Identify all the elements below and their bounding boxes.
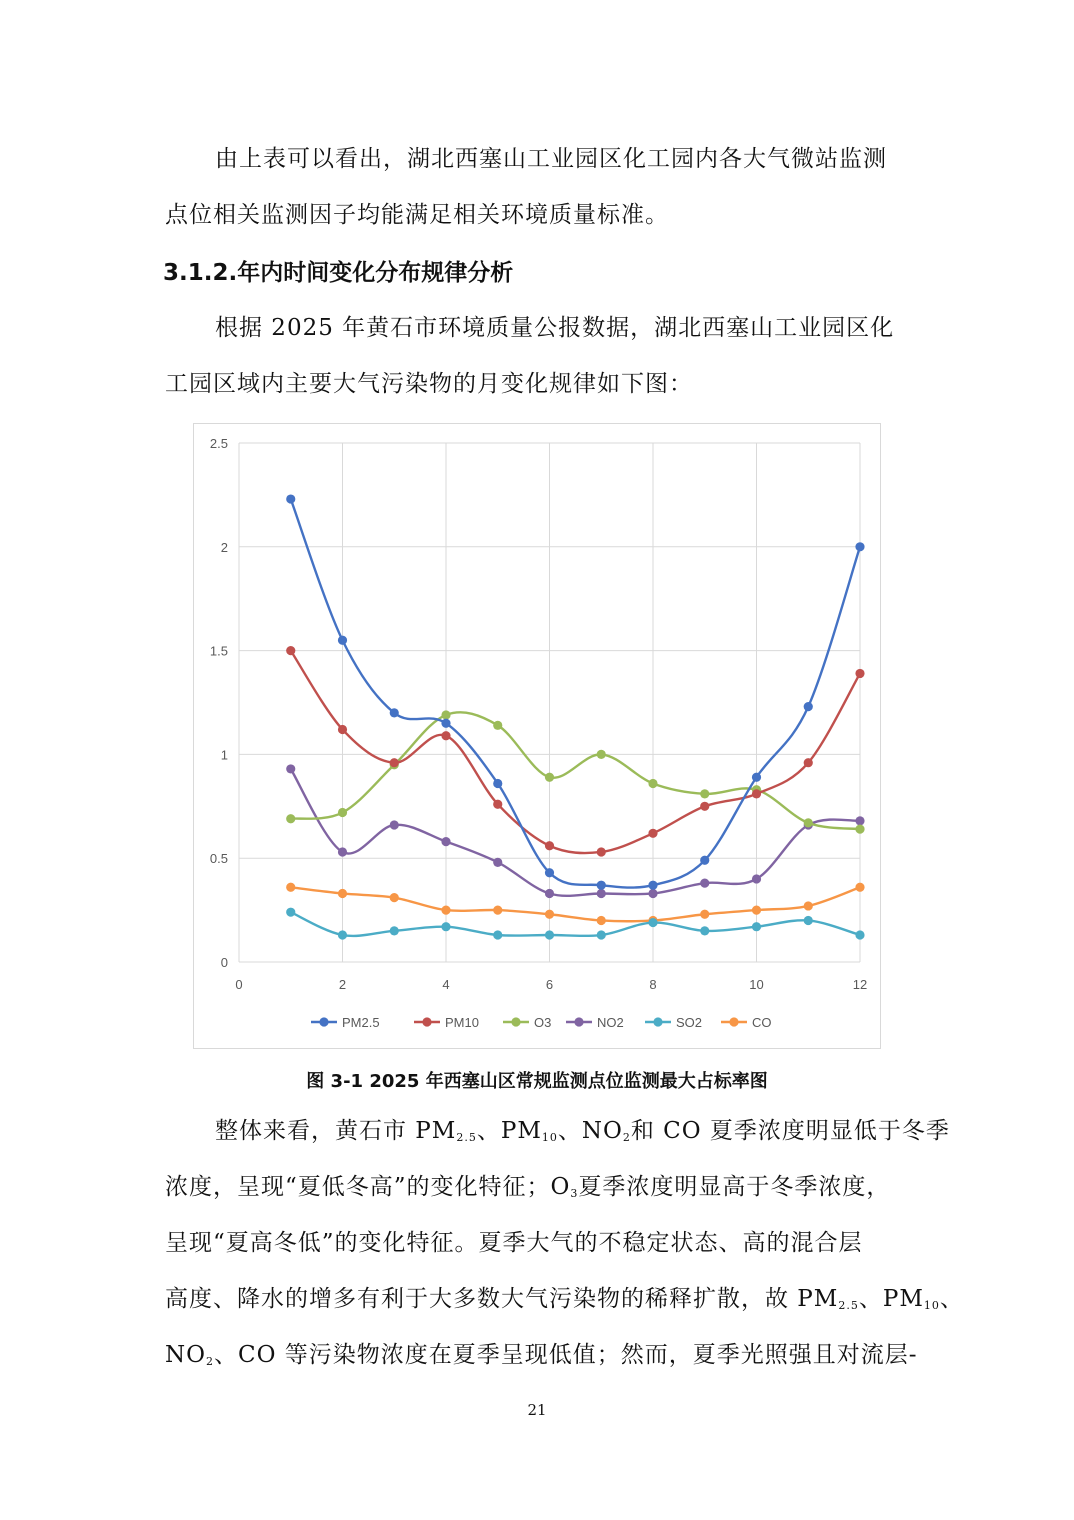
- data-point-so2: [855, 930, 864, 939]
- paragraph-3-line-1: 整体来看，黄石市 $PM_{2.5}$、$PM_{10}$、$NO_2$和 CO 夏季浓度明显低于冬季: [215, 1118, 950, 1144]
- series-line-co: [291, 887, 860, 921]
- y-tick-label: 2: [220, 539, 228, 555]
- data-point-no2: [700, 879, 709, 888]
- data-point-no2: [493, 858, 502, 867]
- data-point-pm25: [545, 868, 554, 877]
- x-tick-label: 2: [338, 977, 347, 992]
- chart-svg: [194, 424, 880, 1048]
- x-tick-label: 0: [235, 977, 243, 992]
- data-point-pm10: [338, 725, 347, 734]
- series-line-pm10: [291, 651, 860, 853]
- data-point-pm10: [855, 669, 864, 678]
- data-point-co: [855, 883, 864, 892]
- data-point-pm10: [597, 847, 606, 856]
- y-tick-label: 1.5: [209, 643, 228, 659]
- data-point-co: [286, 883, 295, 892]
- x-tick-label: 4: [442, 977, 450, 992]
- data-point-co: [390, 893, 399, 902]
- paragraph-2-line-2: 工园区域内主要大气污染物的月变化规律如下图：: [165, 371, 693, 397]
- paragraph-3-line-4: 高度、降水的增多有利于大多数大气污染物的稀释扩散，故 $PM_{2.5}$、$PM_{10}$、: [165, 1286, 964, 1312]
- data-point-so2: [493, 930, 502, 939]
- data-point-so2: [752, 922, 761, 931]
- data-point-pm10: [804, 758, 813, 767]
- page-number: 21: [527, 1401, 547, 1419]
- data-point-no2: [752, 874, 761, 883]
- x-tick-label: 8: [649, 977, 657, 992]
- data-point-co: [597, 916, 606, 925]
- data-point-pm25: [390, 708, 399, 717]
- data-point-so2: [286, 908, 295, 917]
- data-point-so2: [545, 930, 554, 939]
- data-point-o3: [804, 818, 813, 827]
- data-point-so2: [390, 926, 399, 935]
- data-point-no2: [648, 889, 657, 898]
- legend-label-no2: NO2: [597, 1015, 624, 1030]
- data-point-o3: [855, 825, 864, 834]
- legend-label-so2: SO2: [676, 1015, 703, 1030]
- legend-marker-co: [729, 1017, 738, 1026]
- data-point-so2: [700, 926, 709, 935]
- data-point-co: [700, 910, 709, 919]
- data-point-co: [545, 910, 554, 919]
- paragraph-2: [165, 300, 910, 412]
- data-point-o3: [700, 789, 709, 798]
- line-chart: [193, 423, 881, 1049]
- data-point-pm25: [700, 856, 709, 865]
- data-point-pm25: [286, 494, 295, 503]
- data-point-o3: [441, 710, 450, 719]
- paragraph-3-line-2: 浓度，呈现“夏低冬高”的变化特征；$O_3$夏季浓度明显高于冬季浓度，: [165, 1174, 891, 1200]
- paragraph-2-line-1: 根据 2025 年黄石市环境质量公报数据，湖北西塞山工业园区化: [215, 315, 895, 341]
- data-point-no2: [855, 816, 864, 825]
- data-point-pm10: [752, 789, 761, 798]
- data-point-so2: [441, 922, 450, 931]
- data-point-co: [338, 889, 347, 898]
- paragraph-3-line-5: $NO_2$、CO 等污染物浓度在夏季呈现低值；然而，夏季光照强且对流层-: [165, 1342, 918, 1368]
- legend-marker-pm25: [319, 1017, 328, 1026]
- data-point-co: [752, 906, 761, 915]
- legend-label-o3: O3: [534, 1015, 552, 1030]
- x-tick-label: 10: [749, 977, 764, 992]
- data-point-pm25: [648, 881, 657, 890]
- data-point-o3: [493, 721, 502, 730]
- paragraph-1-line-2: 点位相关监测因子均能满足相关环境质量标准。: [165, 202, 669, 228]
- data-point-pm10: [545, 841, 554, 850]
- data-point-pm25: [804, 702, 813, 711]
- data-point-pm25: [338, 636, 347, 645]
- legend-marker-so2: [653, 1017, 662, 1026]
- y-tick-label: 0.5: [209, 851, 228, 867]
- data-point-pm10: [441, 731, 450, 740]
- data-point-so2: [597, 930, 606, 939]
- paragraph-1: [165, 131, 910, 243]
- y-tick-label: 1: [220, 747, 228, 763]
- data-point-no2: [286, 764, 295, 773]
- data-point-pm10: [648, 829, 657, 838]
- data-point-pm10: [390, 758, 399, 767]
- data-point-no2: [441, 837, 450, 846]
- data-point-no2: [597, 889, 606, 898]
- data-point-no2: [338, 847, 347, 856]
- x-tick-label: 12: [852, 977, 868, 992]
- paragraph-3-line-3: 呈现“夏高冬低”的变化特征。夏季大气的不稳定状态、高的混合层: [165, 1230, 863, 1256]
- data-point-o3: [545, 773, 554, 782]
- data-point-o3: [648, 779, 657, 788]
- legend-marker-pm10: [422, 1017, 431, 1026]
- data-point-pm25: [493, 779, 502, 788]
- data-point-o3: [597, 750, 606, 759]
- y-tick-label: 0: [220, 955, 228, 970]
- series-line-o3: [291, 712, 860, 829]
- data-point-pm25: [752, 773, 761, 782]
- x-tick-label: 6: [545, 977, 554, 992]
- paragraph-1-line-1: 由上表可以看出，湖北西塞山工业园区化工园内各大气微站监测: [215, 146, 887, 172]
- data-point-co: [804, 901, 813, 910]
- data-point-pm10: [700, 802, 709, 811]
- data-point-o3: [286, 814, 295, 823]
- y-tick-label: 2.5: [209, 436, 228, 451]
- figure-caption: 图 3-1 2025 年西塞山区常规监测点位监测最大占标率图: [306, 1071, 768, 1092]
- legend-label-co: CO: [752, 1015, 772, 1030]
- data-point-co: [441, 906, 450, 915]
- series-line-so2: [291, 912, 860, 936]
- data-point-pm10: [493, 800, 502, 809]
- legend-marker-o3: [511, 1017, 520, 1026]
- series-line-no2: [291, 769, 860, 896]
- data-point-pm25: [441, 719, 450, 728]
- legend-label-pm10: PM10: [445, 1015, 479, 1030]
- data-point-pm25: [597, 881, 606, 890]
- data-point-no2: [545, 889, 554, 898]
- data-point-o3: [338, 808, 347, 817]
- data-point-pm10: [286, 646, 295, 655]
- data-point-pm25: [855, 542, 864, 551]
- data-point-so2: [804, 916, 813, 925]
- paragraph-3: [165, 1103, 964, 1383]
- data-point-no2: [390, 820, 399, 829]
- series-line-pm25: [291, 499, 860, 888]
- data-point-co: [493, 906, 502, 915]
- section-heading: 3.1.2.年内时间变化分布规律分析: [163, 260, 514, 286]
- data-point-so2: [648, 918, 657, 927]
- data-point-so2: [338, 930, 347, 939]
- legend-label-pm25: PM2.5: [342, 1015, 380, 1030]
- legend-marker-no2: [574, 1017, 583, 1026]
